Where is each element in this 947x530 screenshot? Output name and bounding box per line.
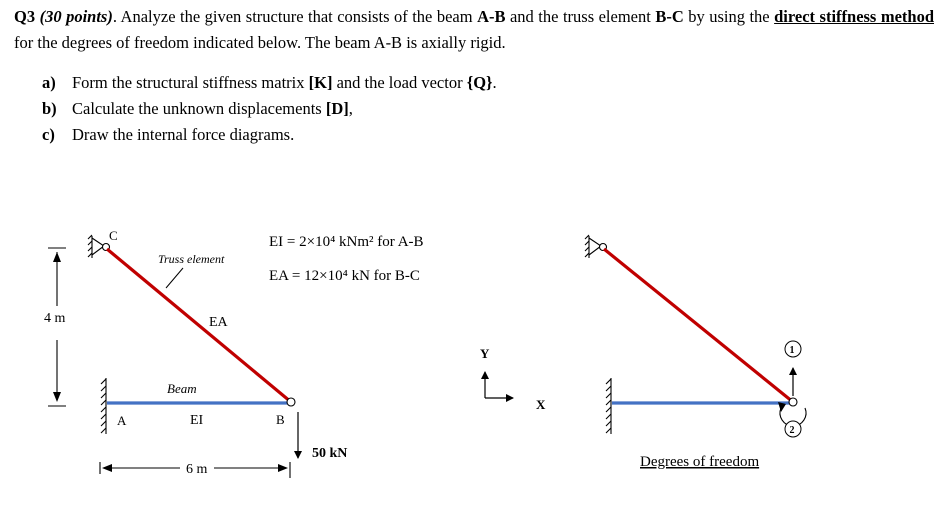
node-a-label: A (117, 413, 127, 428)
pin-support-c-dof (585, 235, 607, 258)
coordinate-axes (485, 372, 513, 398)
hinge-b-dof (789, 398, 797, 406)
hinge-b (287, 398, 295, 406)
dof-title: Degrees of freedom (640, 454, 760, 470)
task-text: Draw the internal force diagrams. (72, 125, 295, 144)
truss-element-dof (604, 249, 793, 402)
dof-1-label: 1 (789, 345, 795, 356)
node-c-label: C (109, 228, 118, 243)
pin-support-c (88, 235, 110, 258)
beam-label: Beam (167, 381, 197, 396)
task-text: , (348, 99, 353, 118)
method-name: direct stiffness method (774, 7, 935, 26)
truss-name: B-C (655, 7, 684, 26)
truss-label-leader (166, 268, 183, 288)
task-symbol: [D] (325, 99, 349, 118)
question-text-2: and the truss element (505, 7, 656, 26)
task-text: Form the structural stiffness matrix (72, 73, 309, 92)
beam-name: A-B (477, 7, 506, 26)
ei-label: EI (190, 413, 204, 428)
height-dim-label: 4 m (44, 311, 66, 326)
truss-element-bc (107, 249, 291, 402)
load-label: 50 kN (312, 446, 348, 461)
fixed-support-a (101, 378, 106, 434)
fixed-support-a-dof (606, 378, 611, 434)
task-text: and the load vector (332, 73, 467, 92)
task-text: Calculate the unknown displacements (72, 99, 326, 118)
ea-label: EA (209, 315, 228, 330)
question-number: Q3 (14, 7, 36, 26)
truss-element-label: Truss element (158, 252, 225, 266)
task-label: b) (42, 99, 57, 118)
task-label: a) (42, 73, 56, 92)
ea-value: EA = 12×10⁴ kN for B-C (269, 268, 420, 284)
dof-2-label: 2 (789, 425, 795, 436)
span-dim-label: 6 m (186, 462, 208, 477)
ei-value: EI = 2×10⁴ kNm² for A-B (269, 234, 424, 250)
axis-y-label: Y (480, 346, 490, 361)
question-text-1: . Analyze the given structure that consists of the beam (112, 7, 478, 26)
question-points: (30 points) (39, 7, 113, 26)
task-text: . (492, 73, 497, 92)
height-dimension (48, 248, 66, 406)
question-text-4: for the degrees of freedom indicated below. The beam A-B is axially rigid. (14, 33, 506, 52)
task-label: c) (42, 125, 55, 144)
question-text-3: by using the (683, 7, 770, 26)
axis-x-label: X (536, 397, 546, 412)
task-symbol: {Q} (466, 73, 493, 92)
node-b-label: B (276, 412, 285, 427)
task-symbol: [K] (308, 73, 333, 92)
